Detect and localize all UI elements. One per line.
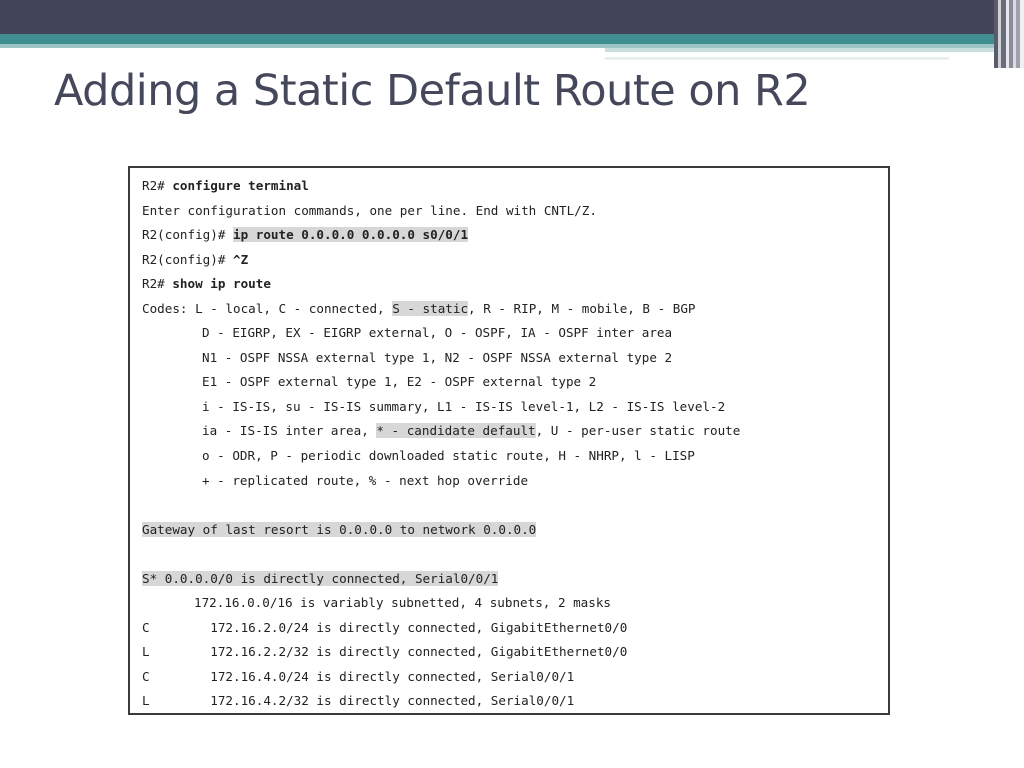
terminal-line xyxy=(142,223,740,248)
route-entry xyxy=(142,665,740,690)
route-code: C xyxy=(142,668,150,684)
terminal-line xyxy=(142,272,740,297)
code-highlighted: S - static xyxy=(392,300,469,316)
route-entry xyxy=(142,640,740,665)
route-text: 172.16.2.0/24 is directly connected, GigabitEthernet0/0 xyxy=(210,619,628,635)
route-code: C xyxy=(142,619,150,635)
terminal-line: + - replicated route, % - next hop override xyxy=(202,472,529,488)
terminal-line xyxy=(142,248,740,273)
terminal-line xyxy=(142,297,740,322)
code-text: ia - IS-IS inter area, xyxy=(202,423,377,439)
terminal-line xyxy=(142,419,740,444)
default-route-highlighted: S* 0.0.0.0/0 is directly connected, Serial0/0/1 xyxy=(142,570,499,586)
code-text: Codes: L - local, C - connected, xyxy=(142,300,393,316)
route-text: 172.16.4.0/24 is directly connected, Serial0/0/1 xyxy=(210,668,575,684)
prompt: R2(config)# xyxy=(142,227,233,243)
route-entry xyxy=(142,689,740,714)
header-accent-band xyxy=(0,34,1024,44)
prompt: R2# xyxy=(142,178,173,193)
decorative-stripes xyxy=(994,0,1024,68)
terminal-line xyxy=(142,174,740,199)
command-highlighted: ip route 0.0.0.0 0.0.0.0 s0/0/1 xyxy=(233,227,469,243)
slide-title: Adding a Static Default Route on R2 xyxy=(54,66,811,116)
route-code: L xyxy=(142,644,150,660)
terminal-output-box xyxy=(128,166,890,715)
code-text: , U - per-user static route xyxy=(535,423,741,439)
terminal-line: N1 - OSPF NSSA external type 1, N2 - OSPF NSSA external type 2 xyxy=(202,349,673,365)
header-bar xyxy=(0,0,1024,34)
route-code: L xyxy=(142,693,150,709)
terminal-line: 172.16.0.0/16 is variably subnetted, 4 subnets, 2 masks xyxy=(194,595,612,611)
command: show ip route xyxy=(172,276,271,292)
terminal-line xyxy=(142,518,740,543)
route-entry xyxy=(142,616,740,641)
terminal-line: Enter configuration commands, one per line. End with CNTL/Z. xyxy=(142,202,597,218)
terminal-line: o - ODR, P - periodic downloaded static route, H - NHRP, l - LISP xyxy=(202,448,695,464)
prompt: R2# xyxy=(142,276,173,292)
route-text: 172.16.4.2/32 is directly connected, Serial0/0/1 xyxy=(210,693,575,709)
terminal-line xyxy=(142,567,740,592)
command: configure terminal xyxy=(172,178,309,193)
prompt: R2(config)# xyxy=(142,251,233,267)
terminal-line-blank xyxy=(142,493,740,518)
command: ^Z xyxy=(233,251,249,267)
code-text: , R - RIP, M - mobile, B - BGP xyxy=(468,300,696,316)
gateway-highlighted: Gateway of last resort is 0.0.0.0 to network 0.0.0.0 xyxy=(142,521,537,537)
terminal-line: i - IS-IS, su - IS-IS summary, L1 - IS-IS level-1, L2 - IS-IS level-2 xyxy=(202,398,726,414)
terminal-line: D - EIGRP, EX - EIGRP external, O - OSPF, IA - OSPF inter area xyxy=(202,325,673,341)
terminal-lines xyxy=(142,174,740,714)
code-highlighted: * - candidate default xyxy=(376,423,536,439)
decorative-line xyxy=(605,57,949,60)
terminal-line: E1 - OSPF external type 1, E2 - OSPF external type 2 xyxy=(202,374,597,390)
decorative-line xyxy=(605,48,1024,52)
terminal-line-blank xyxy=(142,542,740,567)
route-text: 172.16.2.2/32 is directly connected, GigabitEthernet0/0 xyxy=(210,644,628,660)
